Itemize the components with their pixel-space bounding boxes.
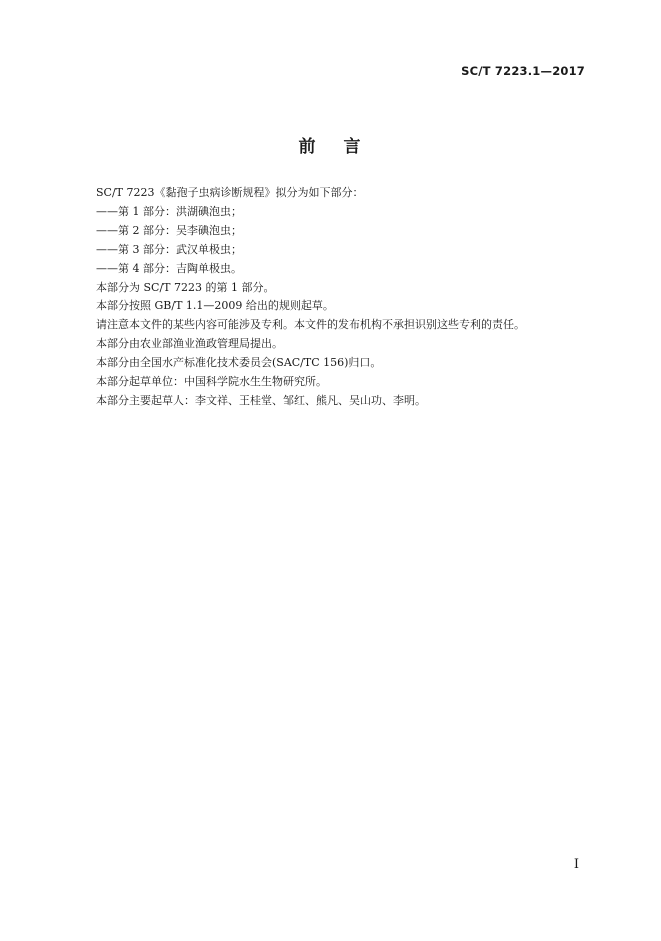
title-char-1: 前: [298, 137, 318, 157]
body-line: 请注意本文件的某些内容可能涉及专利。本文件的发布机构不承担识别这些专利的责任。: [96, 318, 525, 332]
body-line: ——第 2 部分：吴李碘泡虫；: [96, 223, 242, 237]
body-line: 本部分主要起草人：李文祥、王桂堂、邹红、熊凡、吴山功、李明。: [96, 393, 426, 407]
standard-code: SC/T 7223.1—2017: [461, 64, 585, 78]
body-line: 本部分为 SC/T 7223 的第 1 部分。: [96, 280, 275, 294]
body-line: 本部分按照 GB/T 1.1—2009 给出的规则起草。: [96, 299, 334, 313]
body-line: 本部分起草单位：中国科学院水生生物研究所。: [96, 375, 327, 389]
body-line: ——第 1 部分：洪湖碘泡虫；: [96, 204, 242, 218]
title-char-2: 言: [343, 137, 363, 157]
body-line: ——第 3 部分：武汉单极虫；: [96, 242, 242, 256]
body-line: 本部分由农业部渔业渔政管理局提出。: [96, 337, 283, 351]
foreword-body: [96, 184, 596, 411]
body-line: ——第 4 部分：吉陶单极虫。: [96, 261, 242, 275]
body-line: SC/T 7223《黏孢子虫病诊断规程》拟分为如下部分：: [96, 186, 364, 199]
body-line: 本部分由全国水产标准化技术委员会(SAC/TC 156)归口。: [96, 356, 382, 370]
page-number: I: [573, 857, 579, 872]
page-title: [0, 132, 661, 157]
